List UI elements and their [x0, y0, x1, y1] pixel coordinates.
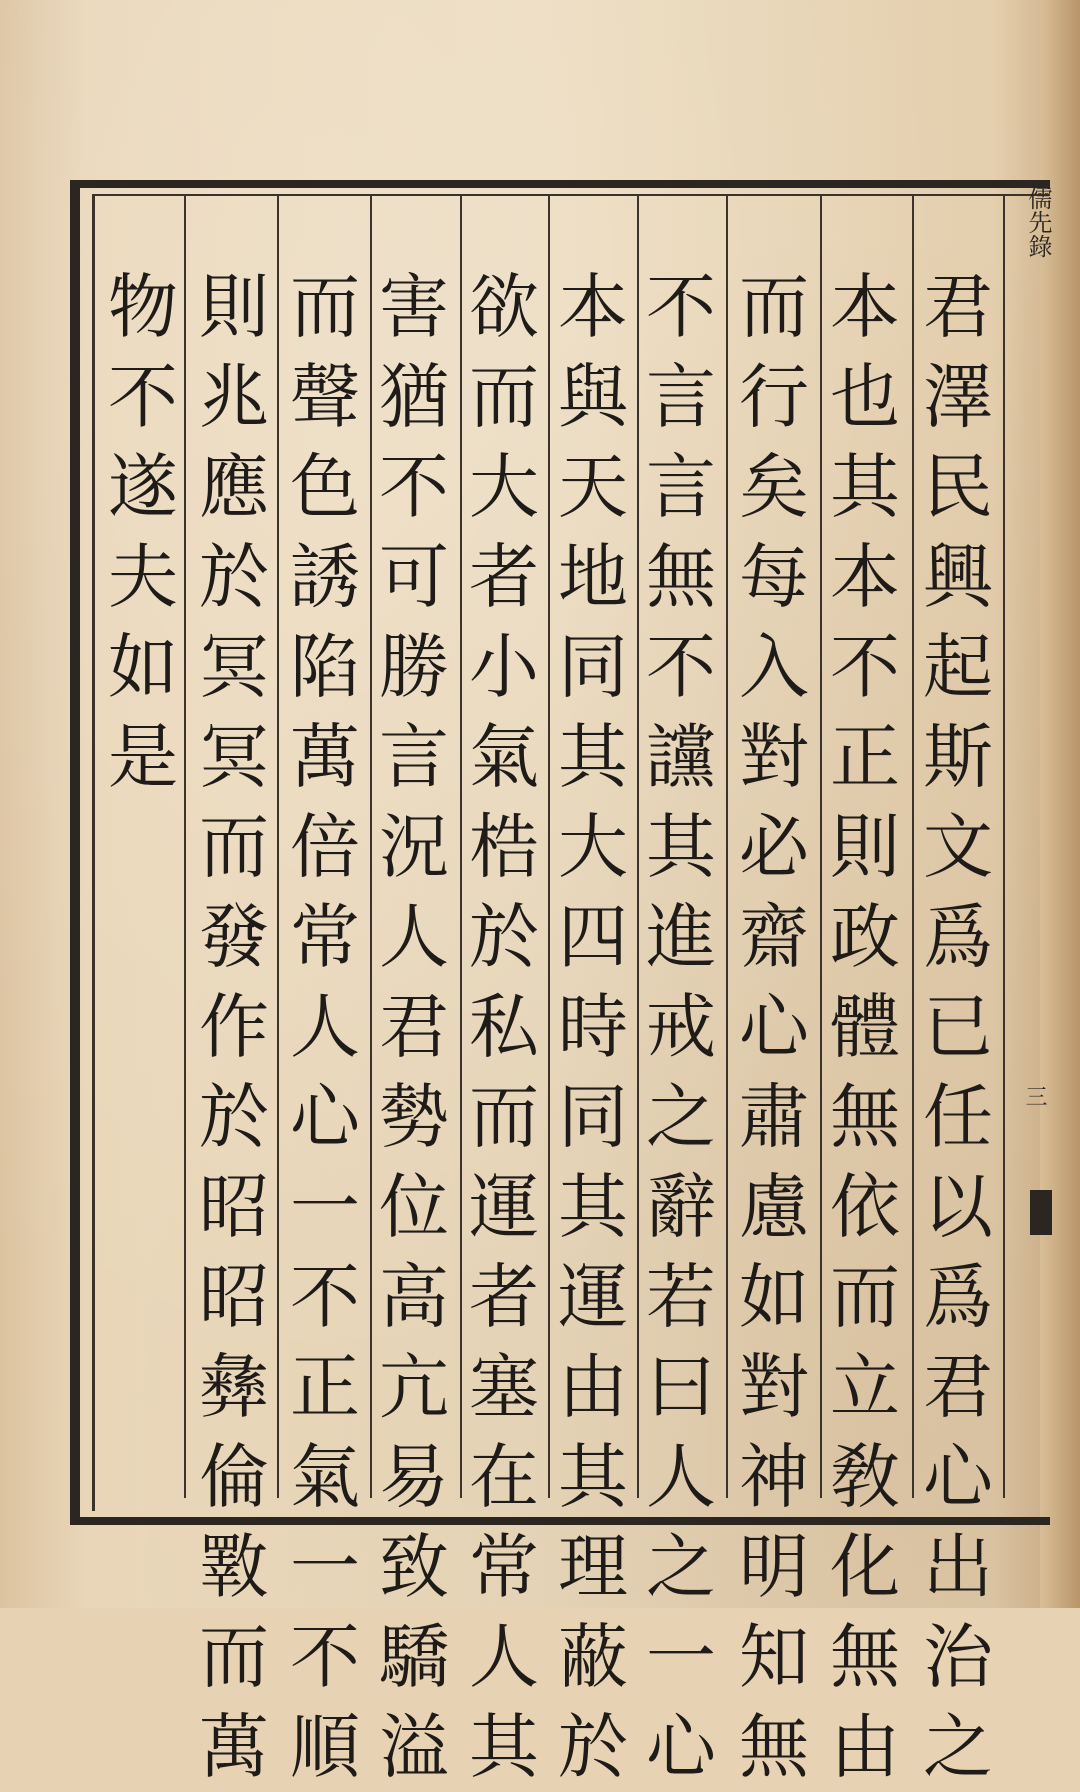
character: 澤 [923, 356, 993, 438]
character: 心 [923, 1436, 993, 1518]
character: 之 [646, 1076, 716, 1158]
character: 聲 [290, 356, 360, 438]
character: 兆 [199, 356, 269, 438]
character: 昭 [199, 1256, 269, 1338]
character: 民 [923, 446, 993, 528]
character: 誘 [290, 536, 360, 618]
text-column [548, 262, 638, 1792]
character: 治 [923, 1616, 993, 1698]
character: 正 [830, 716, 900, 798]
column-rule [726, 196, 728, 1498]
character: 人 [469, 1616, 539, 1698]
character: 應 [199, 446, 269, 528]
character: 彝 [199, 1346, 269, 1428]
character: 大 [469, 446, 539, 528]
character: 欲 [469, 266, 539, 348]
character: 其 [558, 716, 628, 798]
text-column [820, 262, 910, 1792]
character: 冥 [199, 626, 269, 708]
character: 易 [379, 1436, 449, 1518]
character: 體 [830, 986, 900, 1068]
character: 同 [558, 626, 628, 708]
character: 致 [379, 1526, 449, 1608]
character: 其 [558, 1436, 628, 1518]
character: 齋 [739, 896, 809, 978]
text-column [189, 262, 279, 1792]
character: 而 [469, 1076, 539, 1158]
character: 敎 [830, 1436, 900, 1518]
character: 溢 [379, 1706, 449, 1788]
character: 知 [739, 1616, 809, 1698]
folio-number: 三 [1022, 1085, 1047, 1107]
text-column [729, 262, 819, 1792]
character: 興 [923, 536, 993, 618]
character: 明 [739, 1526, 809, 1608]
text-column [98, 262, 188, 802]
character: 正 [290, 1346, 360, 1428]
character: 運 [558, 1256, 628, 1338]
character: 驕 [379, 1616, 449, 1698]
character: 萬 [290, 716, 360, 798]
character: 之 [923, 1706, 993, 1788]
character: 運 [469, 1166, 539, 1248]
character: 與 [558, 356, 628, 438]
character: 則 [199, 266, 269, 348]
character: 地 [558, 536, 628, 618]
character: 必 [739, 806, 809, 888]
character: 進 [646, 896, 716, 978]
character: 是 [108, 716, 178, 798]
character: 本 [830, 536, 900, 618]
character: 而 [199, 1616, 269, 1698]
character: 可 [379, 536, 449, 618]
character: 君 [923, 266, 993, 348]
character: 氣 [290, 1436, 360, 1518]
character: 猶 [379, 356, 449, 438]
character: 作 [199, 986, 269, 1068]
text-column [369, 262, 459, 1792]
character: 不 [290, 1616, 360, 1698]
character: 爲 [923, 1256, 993, 1338]
character: 君 [923, 1346, 993, 1428]
character: 於 [469, 896, 539, 978]
character: 冥 [199, 716, 269, 798]
character: 由 [830, 1706, 900, 1788]
character: 位 [379, 1166, 449, 1248]
character: 遂 [108, 446, 178, 528]
character: 發 [199, 896, 269, 978]
character: 不 [646, 266, 716, 348]
character: 心 [739, 986, 809, 1068]
character: 者 [469, 1256, 539, 1338]
character: 私 [469, 986, 539, 1068]
character: 在 [469, 1436, 539, 1518]
character: 神 [739, 1436, 809, 1518]
character: 天 [558, 446, 628, 528]
character: 常 [469, 1526, 539, 1608]
character: 氣 [469, 716, 539, 798]
character: 況 [379, 806, 449, 888]
character: 之 [646, 1526, 716, 1608]
character: 也 [830, 356, 900, 438]
character: 其 [558, 1166, 628, 1248]
character: 君 [379, 986, 449, 1068]
character: 不 [830, 626, 900, 708]
character: 入 [739, 626, 809, 708]
column-rule [1003, 196, 1005, 1498]
character: 亢 [379, 1346, 449, 1428]
character: 化 [830, 1526, 900, 1608]
character: 而 [739, 266, 809, 348]
character: 時 [558, 986, 628, 1068]
character: 理 [558, 1526, 628, 1608]
character: 而 [290, 266, 360, 348]
character: 斁 [199, 1526, 269, 1608]
character: 心 [290, 1076, 360, 1158]
character: 高 [379, 1256, 449, 1338]
character: 對 [739, 716, 809, 798]
character: 斯 [923, 716, 993, 798]
character: 立 [830, 1346, 900, 1428]
character: 矣 [739, 446, 809, 528]
character: 於 [199, 1076, 269, 1158]
character: 無 [830, 1616, 900, 1698]
character: 若 [646, 1256, 716, 1338]
character: 昭 [199, 1166, 269, 1248]
character: 不 [379, 446, 449, 528]
character: 常 [290, 896, 360, 978]
character: 一 [290, 1166, 360, 1248]
character: 無 [646, 536, 716, 618]
character: 蔽 [558, 1616, 628, 1698]
character: 倫 [199, 1436, 269, 1518]
character: 小 [469, 626, 539, 708]
text-column [280, 262, 370, 1792]
character: 已 [923, 986, 993, 1068]
character: 勢 [379, 1076, 449, 1158]
character: 梏 [469, 806, 539, 888]
text-column [913, 262, 1003, 1792]
character: 一 [290, 1526, 360, 1608]
character: 萬 [199, 1706, 269, 1788]
character: 色 [290, 446, 360, 528]
character: 而 [830, 1256, 900, 1338]
character: 言 [646, 356, 716, 438]
character: 言 [646, 446, 716, 528]
character: 順 [290, 1706, 360, 1788]
character: 其 [469, 1706, 539, 1788]
character: 如 [739, 1256, 809, 1338]
character: 戒 [646, 986, 716, 1068]
character: 人 [646, 1436, 716, 1518]
character: 則 [830, 806, 900, 888]
character: 曰 [646, 1346, 716, 1428]
character: 人 [379, 896, 449, 978]
character: 同 [558, 1076, 628, 1158]
character: 任 [923, 1076, 993, 1158]
character: 讜 [646, 716, 716, 798]
inner-top-rule [92, 194, 1050, 196]
fish-tail-mark [1030, 1190, 1052, 1235]
character: 者 [469, 536, 539, 618]
character: 無 [830, 1076, 900, 1158]
character: 爲 [923, 896, 993, 978]
character: 以 [923, 1166, 993, 1248]
character: 本 [830, 266, 900, 348]
character: 由 [558, 1346, 628, 1428]
character: 其 [646, 806, 716, 888]
character: 一 [646, 1616, 716, 1698]
text-column [459, 262, 549, 1792]
character: 陷 [290, 626, 360, 708]
page-heading: 儒先錄 [1024, 186, 1052, 258]
character: 對 [739, 1346, 809, 1428]
character: 大 [558, 806, 628, 888]
character: 起 [923, 626, 993, 708]
character: 不 [646, 626, 716, 708]
character: 而 [199, 806, 269, 888]
character: 行 [739, 356, 809, 438]
character: 而 [469, 356, 539, 438]
character: 其 [830, 446, 900, 528]
character: 倍 [290, 806, 360, 888]
character: 不 [290, 1256, 360, 1338]
character: 無 [739, 1706, 809, 1788]
character: 四 [558, 896, 628, 978]
character: 本 [558, 266, 628, 348]
character: 依 [830, 1166, 900, 1248]
character: 言 [379, 716, 449, 798]
character: 於 [199, 536, 269, 618]
inner-border-rule [92, 194, 95, 1511]
character: 不 [108, 356, 178, 438]
character: 文 [923, 806, 993, 888]
character: 心 [646, 1706, 716, 1788]
text-column [636, 262, 726, 1792]
character: 如 [108, 626, 178, 708]
character: 害 [379, 266, 449, 348]
character: 於 [558, 1706, 628, 1788]
character: 慮 [739, 1166, 809, 1248]
character: 夫 [108, 536, 178, 618]
character: 出 [923, 1526, 993, 1608]
character: 人 [290, 986, 360, 1068]
character: 物 [108, 266, 178, 348]
character: 肅 [739, 1076, 809, 1158]
character: 政 [830, 896, 900, 978]
character: 每 [739, 536, 809, 618]
character: 勝 [379, 626, 449, 708]
character: 塞 [469, 1346, 539, 1428]
character: 辭 [646, 1166, 716, 1248]
